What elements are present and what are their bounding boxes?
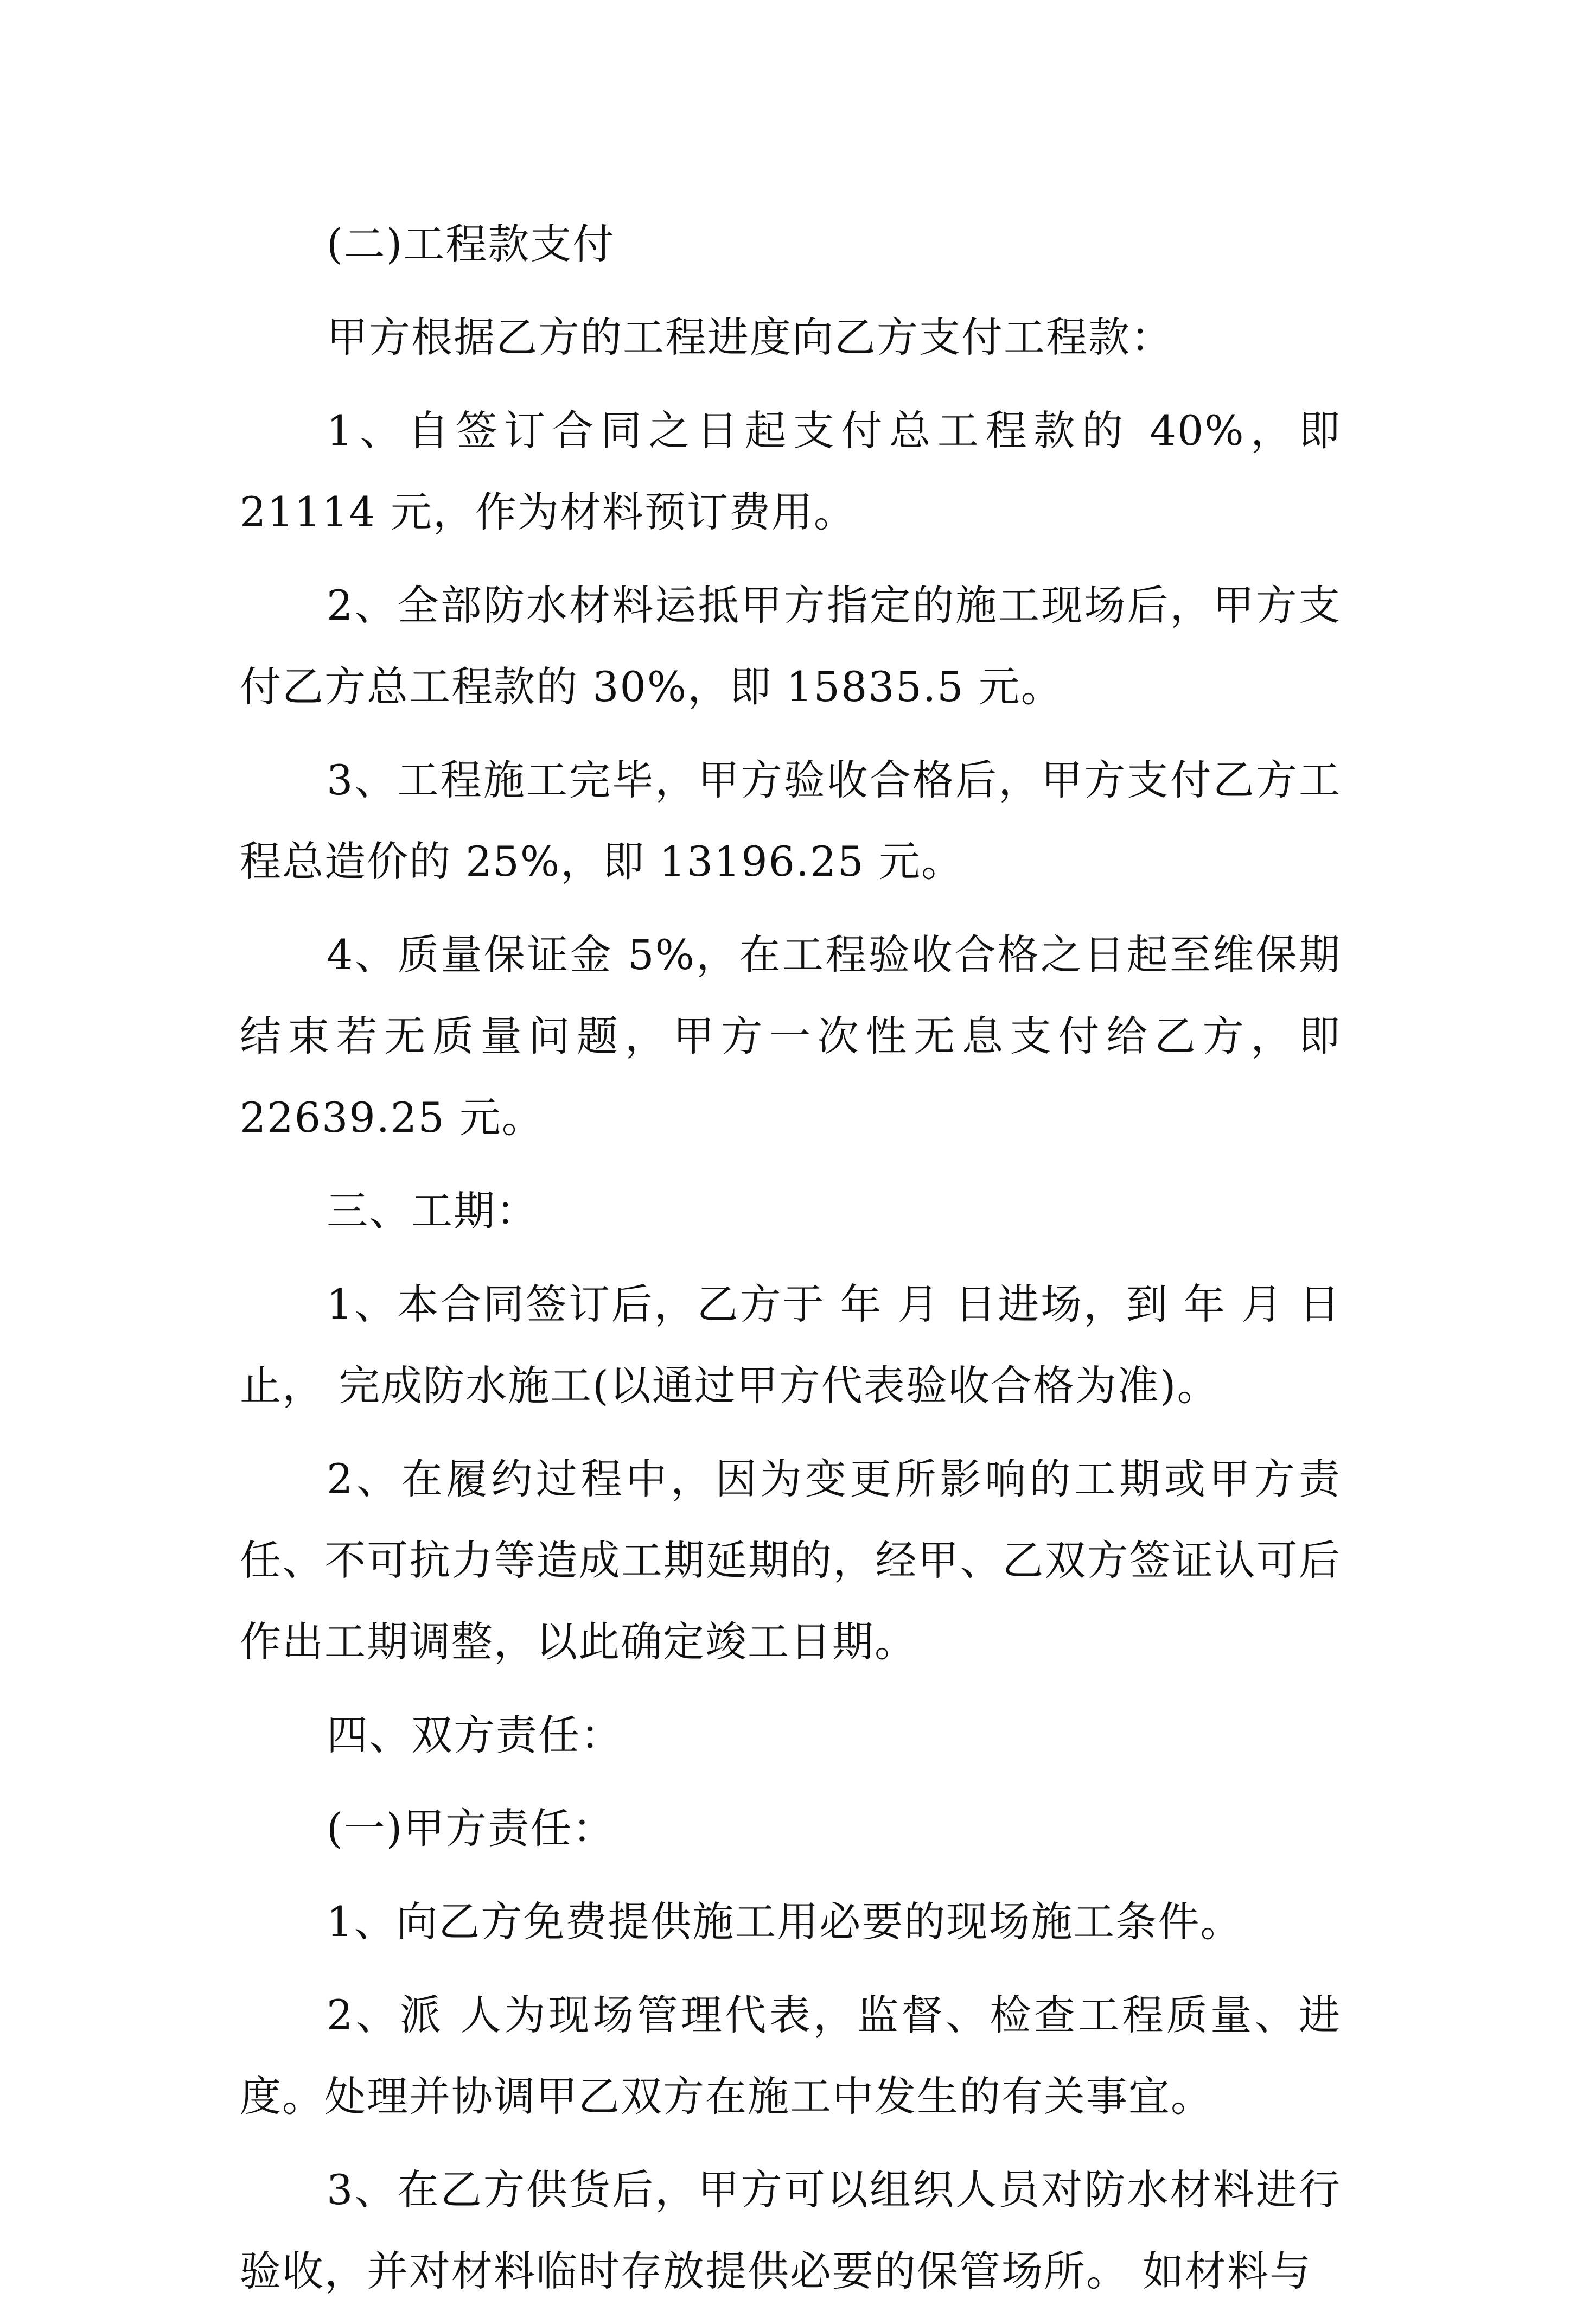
payment-clause-1: 1、自签订合同之日起支付总工程款的 40%，即 21114 元，作为材料预订费用。 — [240, 406, 1341, 536]
schedule-clause-2: 2、在履约过程中，因为变更所影响的工期或甲方责任、不可抗力等造成工期延期的，经甲、乙双方签证认可后作出工期调整，以此确定竣工日期。 — [240, 1455, 1341, 1666]
payment-clause-2: 2、全部防水材料运抵甲方指定的施工现场后，甲方支付乙方总工程款的 30%，即 15835.5 元。 — [240, 581, 1341, 711]
payment-intro: 甲方根据乙方的工程进度向乙方支付工程款： — [327, 313, 1173, 361]
subheading-party-a: (一)甲方责任： — [327, 1804, 615, 1852]
party-a-clause-1: 1、向乙方免费提供施工用必要的现场施工条件。 — [327, 1898, 1243, 1946]
section-heading-payment: (二)工程款支付 — [327, 220, 615, 268]
party-a-clause-2: 2、派 人为现场管理代表，监督、检查工程质量、进度。处理并协调甲乙双方在施工中发生的有关事宜。 — [240, 1991, 1341, 2121]
schedule-clause-1: 1、本合同签订后，乙方于 年 月 日进场，到 年 月 日止， 完成防水施工(以通过甲方代表验收合格为准)。 — [240, 1280, 1341, 1410]
section-heading-responsibilities: 四、双方责任： — [327, 1711, 623, 1759]
document-body — [240, 203, 1341, 2324]
section-heading-schedule: 三、工期： — [327, 1187, 538, 1235]
party-a-clause-3: 3、在乙方供货后，甲方可以组织人员对防水材料进行验收，并对材料临时存放提供必要的保管场所。 如材料与 — [240, 2166, 1341, 2295]
payment-clause-3: 3、工程施工完毕，甲方验收合格后，甲方支付乙方工程总造价的 25%，即 13196.25 元。 — [240, 756, 1341, 886]
payment-clause-4: 4、质量保证金 5%，在工程验收合格之日起至维保期结束若无质量问题，甲方一次性无息支付给乙方，即 22639.25 元。 — [240, 931, 1341, 1142]
